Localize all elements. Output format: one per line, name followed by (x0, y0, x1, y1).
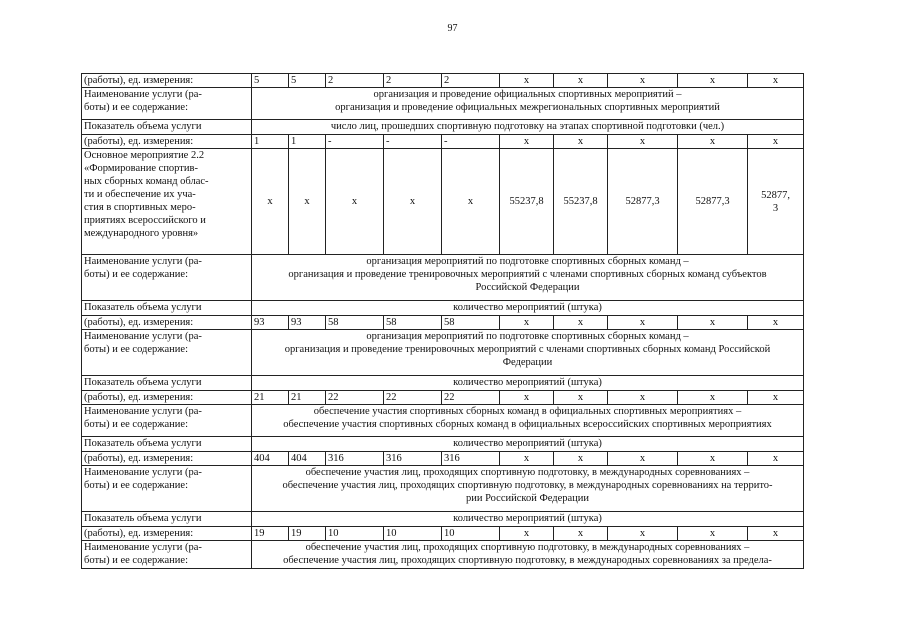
value-cell: 2 (442, 74, 500, 88)
value-cell: х (748, 74, 804, 88)
service-description-line: рии Российской Федерации (465, 493, 590, 504)
service-description-line: Российской Федерации (475, 282, 580, 293)
row-label-line: боты) и ее содержание: (84, 419, 189, 430)
value-cell: х (678, 391, 748, 405)
value-cell: х (500, 135, 554, 149)
value-cell: 55237,8 (500, 149, 554, 255)
row-label (82, 405, 252, 437)
row-label (82, 149, 252, 255)
row-label-line: Наименование услуги (ра- (84, 406, 202, 417)
value-cell: х (500, 391, 554, 405)
value-cell: х (678, 316, 748, 330)
row-label: (работы), ед. измерения: (82, 135, 252, 149)
row-label-line: ных сборных команд облас- (84, 176, 209, 187)
service-description-line: количество мероприятий (штука) (453, 438, 602, 449)
value-cell: 93 (289, 316, 326, 330)
service-description-line: количество мероприятий (штука) (453, 513, 602, 524)
table-row (82, 330, 804, 376)
row-label-line: стия в спортивных меро- (84, 202, 196, 213)
table-row (82, 74, 804, 88)
value-cell: х (608, 74, 678, 88)
value-cell-line: 52877, (761, 189, 790, 201)
value-cell: 316 (384, 452, 442, 466)
service-description-line: количество мероприятий (штука) (453, 377, 602, 388)
value-cell: х (554, 74, 608, 88)
services-table (81, 73, 804, 569)
table-row (82, 512, 804, 527)
value-cell: х (384, 149, 442, 255)
value-cell: х (678, 135, 748, 149)
table-row (82, 391, 804, 405)
table-row (82, 301, 804, 316)
value-cell: 58 (442, 316, 500, 330)
service-description (252, 301, 804, 316)
value-cell: 316 (326, 452, 384, 466)
value-cell: х (678, 74, 748, 88)
row-label-line: Наименование услуги (ра- (84, 542, 202, 553)
value-cell: 21 (252, 391, 289, 405)
value-cell: 10 (326, 527, 384, 541)
service-description (252, 376, 804, 391)
value-cell: 5 (252, 74, 289, 88)
row-label-line: Наименование услуги (ра- (84, 467, 202, 478)
value-cell: х (554, 527, 608, 541)
value-cell: х (748, 527, 804, 541)
row-label-line: боты) и ее содержание: (84, 269, 189, 280)
value-cell: 52877,3 (608, 149, 678, 255)
row-label-line: Наименование услуги (ра- (84, 89, 202, 100)
value-cell: х (554, 316, 608, 330)
table-row (82, 149, 804, 255)
value-cell: х (500, 74, 554, 88)
row-label-line: международного уровня» (84, 228, 199, 239)
value-cell: 22 (384, 391, 442, 405)
row-label-line: приятиях всероссийского и (84, 215, 206, 226)
row-label (82, 120, 252, 135)
table-row (82, 527, 804, 541)
service-description-line: обеспечение участия лиц, проходящих спортивную подготовку, в международных соревнованиях на террито- (282, 480, 773, 491)
row-label-line: Показатель объема услуги (84, 377, 202, 388)
value-cell: х (608, 452, 678, 466)
row-label (82, 376, 252, 391)
service-description (252, 330, 804, 376)
service-description (252, 88, 804, 120)
row-label: (работы), ед. измерения: (82, 74, 252, 88)
table-row (82, 437, 804, 452)
table-row (82, 376, 804, 391)
value-cell: 93 (252, 316, 289, 330)
service-description (252, 405, 804, 437)
value-cell: 10 (384, 527, 442, 541)
row-label: (работы), ед. измерения: (82, 316, 252, 330)
value-cell: 58 (326, 316, 384, 330)
service-description (252, 512, 804, 527)
row-label-line: Показатель объема услуги (84, 121, 202, 132)
table-row (82, 316, 804, 330)
table-row (82, 255, 804, 301)
row-label (82, 512, 252, 527)
row-label: (работы), ед. измерения: (82, 391, 252, 405)
table-row (82, 120, 804, 135)
row-label: (работы), ед. измерения: (82, 527, 252, 541)
service-description-line: обеспечение участия лиц, проходящих спортивную подготовку, в международных соревнованиях за предела- (283, 555, 772, 566)
value-cell: х (678, 527, 748, 541)
row-label (82, 301, 252, 316)
service-description (252, 541, 804, 569)
value-cell: 19 (252, 527, 289, 541)
value-cell: 2 (326, 74, 384, 88)
service-description-line: число лиц, прошедших спортивную подготовку на этапах спортивной подготовки (чел.) (330, 121, 725, 132)
value-cell: 404 (289, 452, 326, 466)
row-label (82, 330, 252, 376)
row-label-line: ти и обеспечение их уча- (84, 189, 196, 200)
table-row (82, 466, 804, 512)
service-description-line: организация и проведение тренировочных мероприятий с членами спортивных сборных команд субъектов (288, 269, 767, 280)
row-label-line: боты) и ее содержание: (84, 480, 189, 491)
service-description-line: организация и проведение официальных межрегиональных спортивных мероприятий (335, 102, 720, 113)
value-cell: х (554, 391, 608, 405)
value-cell: х (608, 316, 678, 330)
value-cell: 19 (289, 527, 326, 541)
row-label-line: боты) и ее содержание: (84, 102, 189, 113)
service-description-line: организация и проведение тренировочных мероприятий с членами спортивных сборных команд Российской (284, 344, 771, 355)
value-cell: 22 (326, 391, 384, 405)
value-cell: х (326, 149, 384, 255)
value-cell: х (500, 452, 554, 466)
service-description (252, 466, 804, 512)
value-cell: 21 (289, 391, 326, 405)
value-cell: х (748, 316, 804, 330)
value-cell: х (748, 135, 804, 149)
service-description (252, 255, 804, 301)
service-description-line: организация мероприятий по подготовке спортивных сборных команд – (366, 331, 689, 342)
value-cell: х (500, 527, 554, 541)
value-cell: х (289, 149, 326, 255)
value-cell (748, 149, 804, 255)
service-description-line: организация мероприятий по подготовке спортивных сборных команд – (366, 256, 689, 267)
row-label-line: боты) и ее содержание: (84, 555, 189, 566)
service-description-line: Федерации (502, 357, 553, 368)
service-description-line: обеспечение участия спортивных сборных команд в официальных всероссийских спортивных мероприятиях (283, 419, 772, 430)
value-cell: х (748, 391, 804, 405)
value-cell: 58 (384, 316, 442, 330)
table-row (82, 541, 804, 569)
service-description-line: количество мероприятий (штука) (453, 302, 602, 313)
value-cell: - (384, 135, 442, 149)
value-cell: - (326, 135, 384, 149)
row-label-line: Показатель объема услуги (84, 438, 202, 449)
value-cell: х (554, 135, 608, 149)
service-description-line: организация и проведение официальных спортивных мероприятий – (373, 89, 682, 100)
row-label-line: Показатель объема услуги (84, 513, 202, 524)
service-description-line: обеспечение участия спортивных сборных команд в официальных спортивных мероприятиях – (313, 406, 742, 417)
row-label-line: Показатель объема услуги (84, 302, 202, 313)
row-label-line: боты) и ее содержание: (84, 344, 189, 355)
service-description (252, 437, 804, 452)
value-cell: 52877,3 (678, 149, 748, 255)
value-cell: 22 (442, 391, 500, 405)
value-cell: 10 (442, 527, 500, 541)
row-label (82, 541, 252, 569)
value-cell: х (442, 149, 500, 255)
value-cell: х (608, 391, 678, 405)
value-cell: х (748, 452, 804, 466)
value-cell: 2 (384, 74, 442, 88)
table-row (82, 88, 804, 120)
row-label (82, 88, 252, 120)
row-label (82, 255, 252, 301)
value-cell: 55237,8 (554, 149, 608, 255)
value-cell: 404 (252, 452, 289, 466)
table-row (82, 452, 804, 466)
row-label (82, 437, 252, 452)
value-cell: 1 (252, 135, 289, 149)
service-description-line: обеспечение участия лиц, проходящих спортивную подготовку, в международных соревнованиях – (305, 542, 750, 553)
value-cell: - (442, 135, 500, 149)
row-label: (работы), ед. измерения: (82, 452, 252, 466)
value-cell: 1 (289, 135, 326, 149)
service-description-line: обеспечение участия лиц, проходящих спортивную подготовку, в международных соревнованиях – (305, 467, 750, 478)
table-row (82, 405, 804, 437)
row-label-line: Наименование услуги (ра- (84, 331, 202, 342)
row-label-line: «Формирование спортив- (84, 163, 198, 174)
value-cell: х (500, 316, 554, 330)
row-label-line: Основное мероприятие 2.2 (84, 150, 205, 161)
row-label (82, 466, 252, 512)
value-cell: 5 (289, 74, 326, 88)
value-cell: х (608, 135, 678, 149)
value-cell: х (252, 149, 289, 255)
value-cell: х (678, 452, 748, 466)
value-cell-line: 3 (772, 202, 779, 214)
value-cell: 316 (442, 452, 500, 466)
row-label-line: Наименование услуги (ра- (84, 256, 202, 267)
page-number: 97 (447, 23, 458, 34)
value-cell: х (554, 452, 608, 466)
value-cell: х (608, 527, 678, 541)
service-description (252, 120, 804, 135)
table-row (82, 135, 804, 149)
